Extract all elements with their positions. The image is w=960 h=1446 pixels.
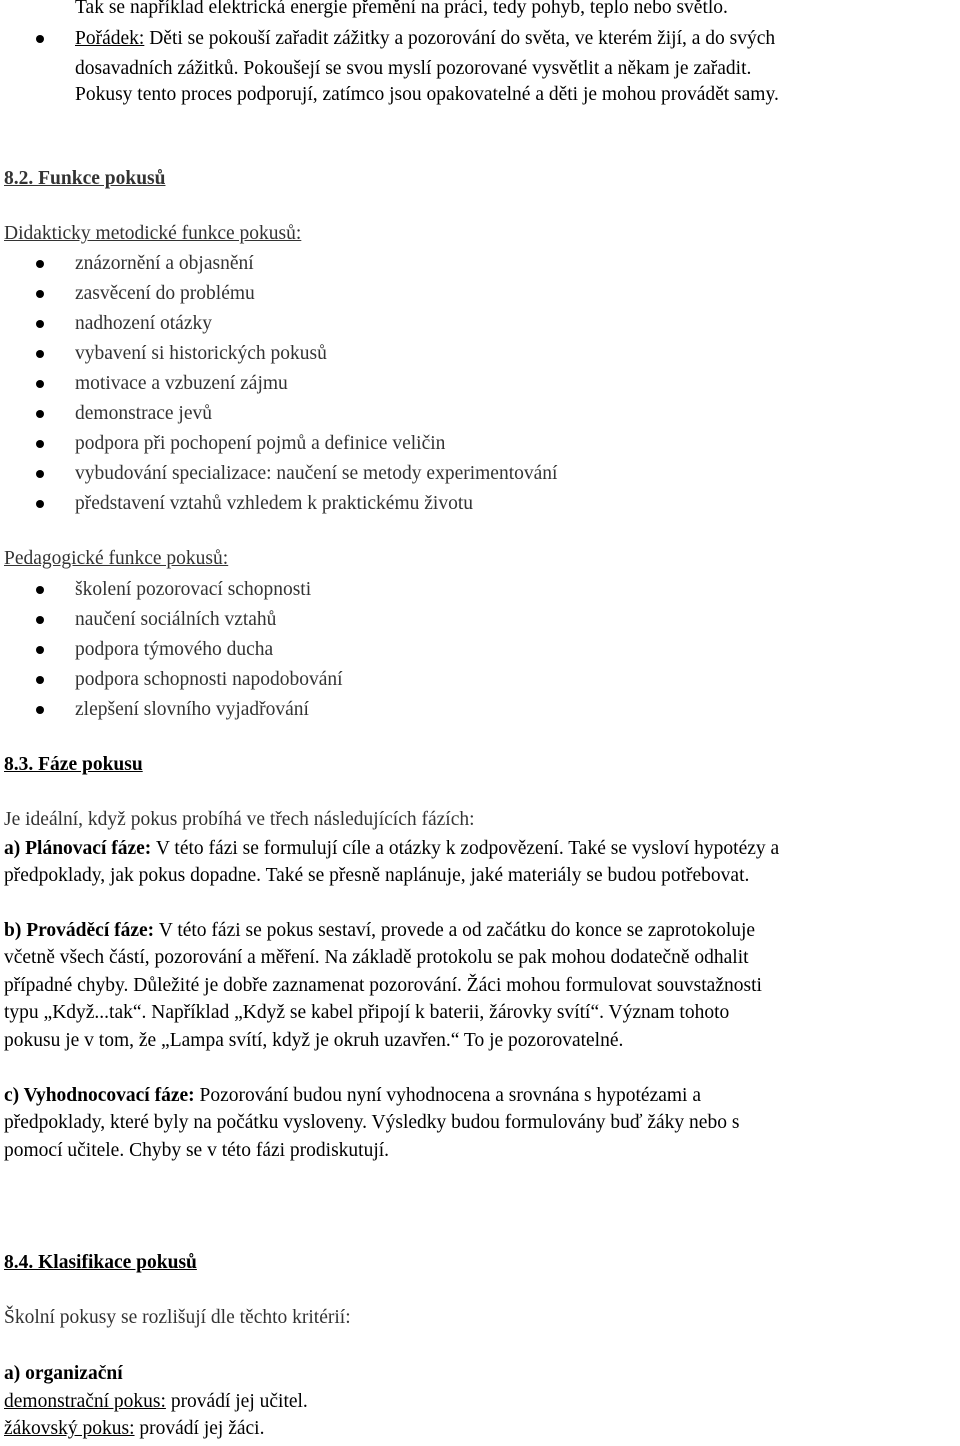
classification-intro: Školní pokusy se rozlišují dle těchto kritérií:: [4, 1307, 351, 1328]
list-item: podpora schopnosti napodobování: [75, 669, 343, 690]
demonstration-line: demonstrační pokus: provádí jej učitel.: [4, 1391, 308, 1412]
evaluation-phase-line-2: předpoklady, které byly na počátku vysloveny. Výsledky budou formulovány buď žáky nebo s: [4, 1112, 740, 1133]
list-item: podpora při pochopení pojmů a definice veličin: [75, 433, 446, 454]
poradek-line-3: Pokusy tento proces podporují, zatímco jsou opakovatelné a děti je mohou provádět samy.: [75, 84, 779, 105]
list-item: podpora týmového ducha: [75, 639, 274, 660]
list-item: motivace a vzbuzení zájmu: [75, 373, 288, 394]
evaluation-phase-line-1: c) Vyhodnocovací fáze: Pozorování budou nyní vyhodnocena a srovnána s hypotézami a: [4, 1085, 701, 1106]
execution-phase-line-5: pokusu je v tom, že „Lampa svítí, když je okruh uzavřen.“ To je pozorovatelné.: [4, 1030, 624, 1051]
bullet-icon: [36, 440, 44, 448]
bullet-icon: [36, 500, 44, 508]
list-item: školení pozorovací schopnosti: [75, 579, 312, 600]
organization-subheading: a) organizační: [4, 1363, 123, 1384]
intro-line-1: Tak se například elektrická energie přemění na práci, tedy pohyb, teplo nebo světlo.: [75, 0, 728, 18]
execution-phase-line-1: b) Prováděcí fáze: V této fázi se pokus sestaví, provede a od začátku do konce se zaprotokoluje: [4, 920, 756, 941]
bullet-icon: [36, 320, 44, 328]
bullet-icon: [36, 586, 44, 594]
student-experiment-line: žákovský pokus: provádí jej žáci.: [4, 1418, 265, 1439]
list-item: vybudování specializace: naučení se metody experimentování: [75, 463, 558, 484]
planning-phase-line-2: předpoklady, jak pokus dopadne. Také se přesně naplánuje, jaké materiály se budou potřebovat.: [4, 865, 750, 886]
section-heading-8-3: 8.3. Fáze pokusu: [4, 754, 143, 775]
section-heading-8-4: 8.4. Klasifikace pokusů: [4, 1252, 197, 1273]
bullet-icon: [36, 676, 44, 684]
bullet-icon: [36, 646, 44, 654]
section-heading-8-2: 8.2. Funkce pokusů: [4, 168, 166, 189]
list-item: zasvěcení do problému: [75, 283, 255, 304]
phases-intro: Je ideální, když pokus probíhá ve třech následujících fázích:: [4, 809, 475, 830]
bullet-icon: [36, 410, 44, 418]
execution-phase-line-2: včetně všech částí, pozorování a měření. Na základě protokolu se pak mohou dodatečně odhalit: [4, 947, 749, 968]
planning-phase-line-1: a) Plánovací fáze: V této fázi se formulují cíle a otázky k zodpovězení. Také se vysloví hypotézy a: [4, 838, 780, 859]
evaluation-phase-line-3: pomocí učitele. Chyby se v této fázi prodiskutují.: [4, 1140, 390, 1161]
list-item: zlepšení slovního vyjadřování: [75, 699, 309, 720]
didactic-functions-label: Didakticky metodické funkce pokusů:: [4, 223, 302, 244]
poradek-line-1: Pořádek: Děti se pokouší zařadit zážitky a pozorování do světa, ve kterém žijí, a do svých: [75, 28, 776, 49]
list-item: demonstrace jevů: [75, 403, 212, 424]
list-item: znázornění a objasnění: [75, 253, 254, 274]
bullet-icon: [36, 470, 44, 478]
list-item: představení vztahů vzhledem k praktickému životu: [75, 493, 473, 514]
bullet-icon: [36, 706, 44, 714]
bullet-icon: [36, 35, 44, 43]
list-item: vybavení si historických pokusů: [75, 343, 327, 364]
execution-phase-line-4: typu „Když...tak“. Například „Když se kabel připojí k baterii, žárovky svítí“. Význam tohoto: [4, 1002, 730, 1023]
list-item: nadhození otázky: [75, 313, 212, 334]
bullet-icon: [36, 260, 44, 268]
pedagogical-functions-label: Pedagogické funkce pokusů:: [4, 548, 229, 569]
execution-phase-line-3: případné chyby. Důležité je dobře zaznamenat pozorování. Žáci mohou formulovat souvstažnosti: [4, 975, 762, 996]
bullet-icon: [36, 290, 44, 298]
list-item: naučení sociálních vztahů: [75, 609, 277, 630]
poradek-line-2: dosavadních zážitků. Pokoušejí se svou myslí pozorované vysvětlit a někam je zařadit.: [75, 58, 752, 79]
bullet-icon: [36, 616, 44, 624]
bullet-icon: [36, 380, 44, 388]
bullet-icon: [36, 350, 44, 358]
